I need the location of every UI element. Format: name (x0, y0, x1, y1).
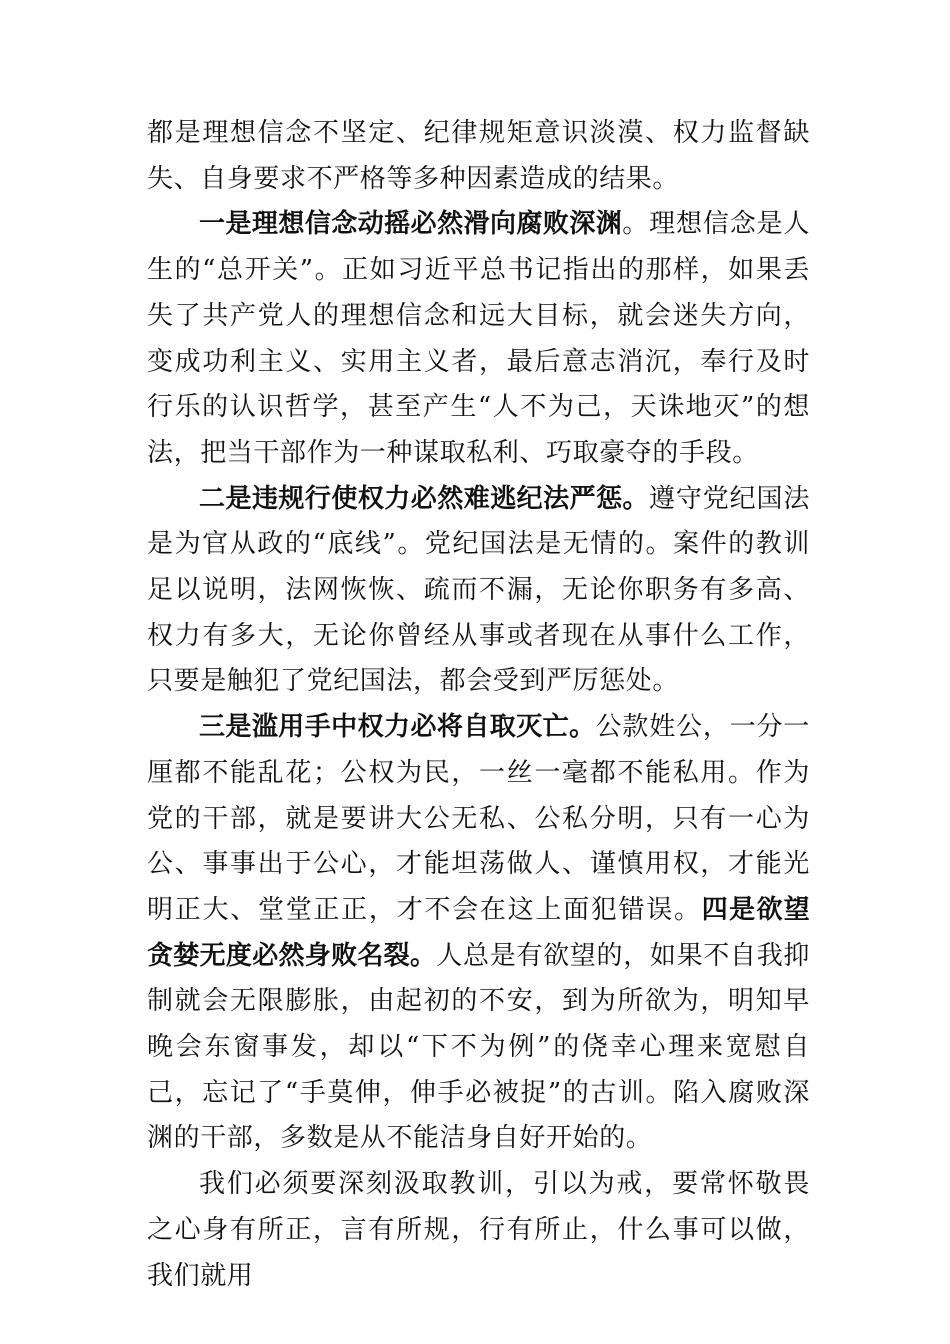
text-segment: 都是理想信念不坚定、纪律规矩意识淡漠、权力监督缺失、自身要求不严格等多种因素造成的结果。 (147, 118, 810, 194)
bold-heading-1: 一是理想信念动摇必然滑向腐败深渊 (199, 209, 623, 240)
paragraph-4 (147, 705, 810, 1162)
bold-heading-4: 四是欲望贪婪无度必然身败名裂。 (147, 894, 810, 971)
bold-heading-3: 三是滥用手中权力必将自取灭亡。 (199, 712, 596, 743)
document-body (147, 111, 810, 1299)
text-segment: 公款姓公，一分一厘都不能乱花；公权为民，一丝一毫都不能私用。作为党的干部，就是要讲大公无私、公私分明，只有一心为公、事事出于公心，才能坦荡做人、谨慎用权，才能光明正大、堂堂正正，才不会在这上面犯错误。 (147, 712, 810, 925)
text-segment: 。理想信念是人生的“总开关”。正如习近平总书记指出的那样，如果丢失了共产党人的理想信念和远大目标，就会迷失方向，变成功利主义、实用主义者，最后意志消沉，奉行及时行乐的认识哲学，甚至产生“人不为己，天诛地灭”的想法，把当干部作为一种谋取私利、巧取豪夺的手段。 (147, 209, 811, 468)
paragraph-3 (147, 477, 810, 706)
paragraph-1 (147, 111, 810, 202)
text-segment: 遵守党纪国法是为官从政的“底线”。党纪国法是无情的。案件的教训足以说明，法网恢恢、疏而不漏，无论你职务有多高、权力有多大，无论你曾经从事或者现在从事什么工作，只要是触犯了党纪国法，都会受到严厉惩处。 (147, 483, 810, 697)
paragraph-5 (147, 1162, 810, 1299)
bold-heading-2: 二是违规行使权力必然难逃纪法严惩。 (199, 483, 650, 514)
text-segment: 我们必须要深刻汲取教训，引以为戒，要常怀敬畏之心身有所正，言有所规，行有所止，什么事可以做，我们就用 (147, 1169, 810, 1291)
text-segment: 人总是有欲望的，如果不自我抑制就会无限膨胀，由起初的不安，到为所欲为，明知早晚会东窗事发，却以“下不为例”的侥幸心理来宽慰自己，忘记了“手莫伸，伸手必被捉”的古训。陷入腐败深渊的干部，多数是从不能洁身自好开始的。 (147, 940, 810, 1154)
paragraph-2 (147, 202, 810, 476)
